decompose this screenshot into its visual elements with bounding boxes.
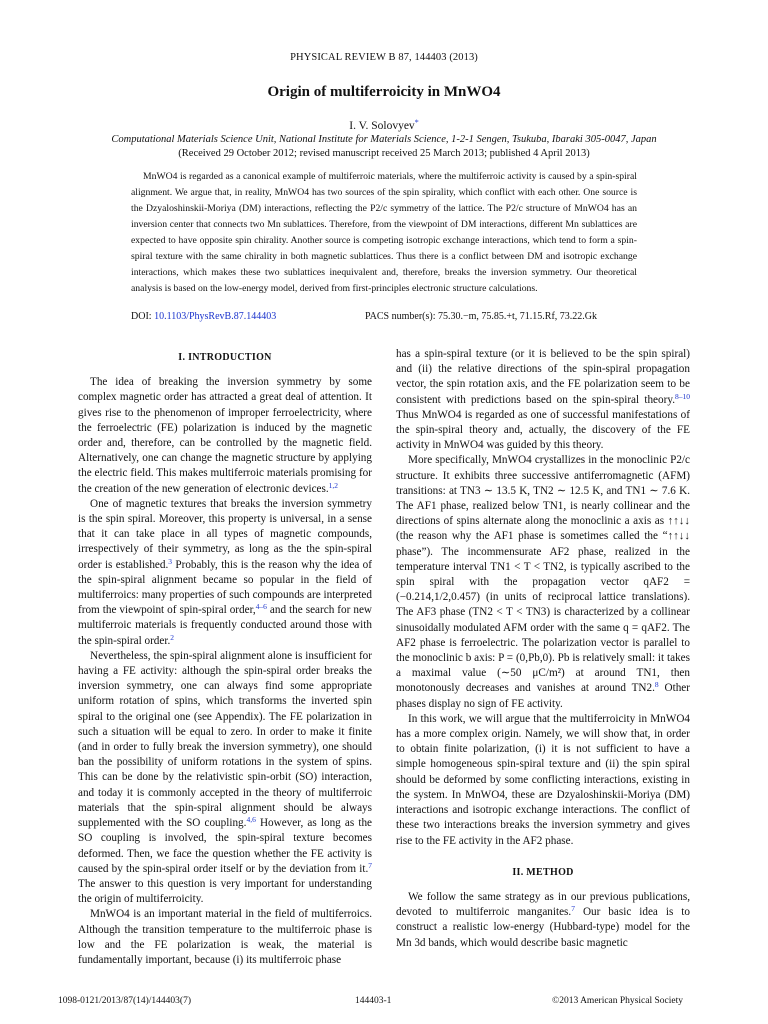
pacs-numbers: PACS number(s): 75.30.−m, 75.85.+t, 71.15.Rf, 73.22.Gk — [365, 311, 598, 322]
author-name: I. V. Solovyev — [349, 120, 415, 132]
section-heading-introduction: I. INTRODUCTION — [178, 352, 272, 363]
doi-row — [131, 311, 637, 322]
author-footnote-mark[interactable]: * — [414, 118, 419, 127]
paragraph-text: and the search for new multiferroic materials is frequently conducted around those with the spin-spiral order. — [78, 604, 372, 647]
paragraph-text: Probably, this is the reason why the idea of the spin-spiral alignment became so popular in the field of multiferroics: many properties of such compounds are interpreted from the viewpoint of spin-spiral order, — [78, 558, 372, 617]
footer-page-number: 144403-1 — [355, 996, 392, 1006]
paragraph-text: More specifically, MnWO4 crystallizes in the monoclinic P2/c structure. It exhibits three successive antiferromagnetic (AFM) transitions: at TN3 ∼ 13.5 K, TN2 ∼ 12.5 K, and TN1 ∼ 7.6 K. The AF1 phase, realized below TN1, is nearly collinear and the directions of spins alternate along the monoclinic a axis as ↑↑↓↓ (the reason why the AF1 phase is sometimes called the “↑↑↓↓ phase”). The incommensurate AF2 phase, realized in the temperature interval TN1 < T < TN2, is typically ascribed to the spin spiral with the propagation vector qAF2 = (−0.214,1/2,0.457) (in units of reciprocal lattice translations). The AF3 phase (TN2 < T < TN3) is characterized by a collinear sinusoidally modulated AFM order with the same q = qAF2. The AF2 phase is ferroelectric. The polarization vector is parallel to the monoclinic b axis: P = (0,Pb,0). Pb is relatively small: it takes a maximal value (∼50 μC/m²) at around TN1, then monotonously decreases and vanishes at around TN2. — [396, 454, 690, 695]
doi-label: DOI: — [131, 311, 152, 322]
reference-link[interactable]: 7 — [571, 904, 575, 914]
paper-title: Origin of multiferroicity in MnWO4 — [267, 84, 501, 100]
paragraph-text: However, as long as the SO coupling is involved, the spin-spiral texture becomes deformed. Then, we face the question whether the FE activity is caused by the spin-spiral order itself or by the deviation from it. — [78, 817, 372, 875]
paragraph-text: Nevertheless, the spin-spiral alignment alone is insufficient for having a FE activity: although the spin-spiral order breaks the inversion symmetry, one can always find some appropriate uniform rotation of spins, which transforms the inverted spin spiral to the original one (see Appendix). The FE polarization in such a situation will be equal to zero. In order to make it finite (and in order to fully break the inversion symmetry), one should ban the possibility of uniform rotations in the system of spins. This can be done by the relativistic spin-orbit (SO) interaction, and today it is commonly accepted in the theory of multiferroic materials that the spin-spiral alignment should be always supplemented with the SO coupling. — [78, 649, 372, 830]
paragraph-text: Other phases display no sign of FE activity. — [396, 682, 690, 710]
paragraph-text: The idea of breaking the inversion symmetry by some complex magnetic order has attracted a great deal of attention. It gives rise to the phenomenon of improper ferroelectricity, where the ferroelectric (FE) polarization is induced by the magnetic order and, therefore, can be controlled by the magnetic field. Alternatively, one can change the magnetic structure by applying the electric field. This makes multiferroic materials promising for the creation of the new generation of electronic devices. — [78, 376, 372, 495]
reference-link[interactable]: 8 — [654, 680, 659, 690]
doi-link[interactable]: 10.1103/PhysRevB.87.144403 — [154, 311, 277, 322]
paragraph — [396, 890, 690, 951]
reference-link[interactable]: 4,6 — [246, 815, 256, 825]
paragraph — [78, 375, 372, 497]
paragraph-text: The answer to this question is very important for understanding the origin of multiferroicity. — [78, 877, 372, 906]
paragraph-text: We follow the same strategy as in our previous publications, devoted to multiferroic manganites. — [396, 890, 690, 919]
paragraph-text: Thus MnWO4 is regarded as one of successful manifestations of the spin-spiral theory and, actually, the discovery of the FE activity in MnWO4 was guided by this theory. — [396, 408, 690, 452]
affiliation: Computational Materials Science Unit, National Institute for Materials Science, 1-2-1 Sengen, Tsukuba, Ibaraki 305-0047, Japan — [111, 134, 657, 145]
paragraph-text: has a spin-spiral texture (or it is believed to be the spin spiral) and (ii) the relative directions of the spin-spiral propagation vector, the spin rotation axis, and the FE polarization seem to be consistent with predictions based on the spin-spiral theory. — [396, 348, 690, 406]
paragraph: MnWO4 is an important material in the field of multiferroics. Although the transition temperature to the multiferroic phase is low and the FE polarization is weak, the material is fundamentally important, because (i) its multiferroic phase — [78, 908, 372, 966]
reference-link[interactable]: 3 — [168, 556, 173, 566]
paragraph: In this work, we will argue that the multiferroicity in MnWO4 has a more complex origin. Namely, we will show that, in order to obtain finite polarization, (i) it is not sufficient to have a simple homogeneous spin-spiral texture and (ii) the spin spiral should be deformed by some conflicting interactions, existing in the system. In MnWO4, these are Dzyaloshinskii-Moriya (DM) interactions and isotropic exchange interactions. The conflict of these two interactions breaks the inversion symmetry and gives rise to the FE activity in the AF2 phase. — [396, 712, 690, 847]
abstract — [131, 169, 637, 297]
paragraph — [78, 497, 372, 649]
reference-link[interactable]: 1,2 — [328, 480, 339, 490]
reference-link[interactable]: 8–10 — [675, 391, 690, 401]
paragraph — [78, 649, 372, 907]
footer-copyright: ©2013 American Physical Society — [552, 996, 683, 1006]
reference-link[interactable]: 7 — [368, 860, 372, 870]
reference-link[interactable]: 2 — [170, 632, 175, 642]
journal-header: PHYSICAL REVIEW B 87, 144403 (2013) — [290, 52, 478, 63]
reference-link[interactable]: 4–6 — [255, 602, 267, 612]
author-line — [0, 118, 768, 132]
paragraph-text: Our basic idea is to construct a realistic low-energy (Hubbard-type) model for the Mn 3d bands, which would describe basic magnetic — [396, 906, 691, 949]
left-column — [78, 347, 372, 968]
received-dates: (Received 29 October 2012; revised manuscript received 25 March 2013; published 4 April 2013) — [178, 148, 590, 159]
section-heading-method: II. METHOD — [512, 866, 574, 878]
footer-issn: 1098-0121/2013/87(14)/144403(7) — [58, 996, 191, 1006]
abstract-text: MnWO4 is regarded as a canonical example of multiferroic materials, where the multiferroic activity is caused by a spin-spiral alignment. We argue that, in reality, MnWO4 has two sources of the spin spirality, which conflict with each other. One source is the Dzyaloshinskii-Moriya (DM) interactions, reflecting the P2/c symmetry of the lattice. The P2/c structure of MnWO4 has an inversion center that connects two Mn sublattices. Therefore, from the viewpoint of DM interactions, different Mn sublattices are expected to have opposite spin chirality. Another source is competing isotropic exchange interactions, which tend to form a spin-spiral texture with the same chirality in both magnetic sublattices. Thus there is a conflict between DM and isotropic exchange interactions, which makes these two sublattices inequivalent and, therefore, breaks the inversion symmetry. Our theoretical analysis is based on the low-energy model, derived from first-principles electronic structure calculations. — [131, 171, 637, 294]
paragraph — [396, 453, 690, 711]
right-column — [396, 347, 690, 951]
paragraph — [396, 347, 690, 453]
paragraph-text: One of magnetic textures that breaks the inversion symmetry is the spin spiral. Moreover, this property is universal, in a sense that it can take place in all types of magnetic compounds, irrespectively of their symmetry, as long as the the spin-spiral order is established. — [78, 497, 372, 571]
